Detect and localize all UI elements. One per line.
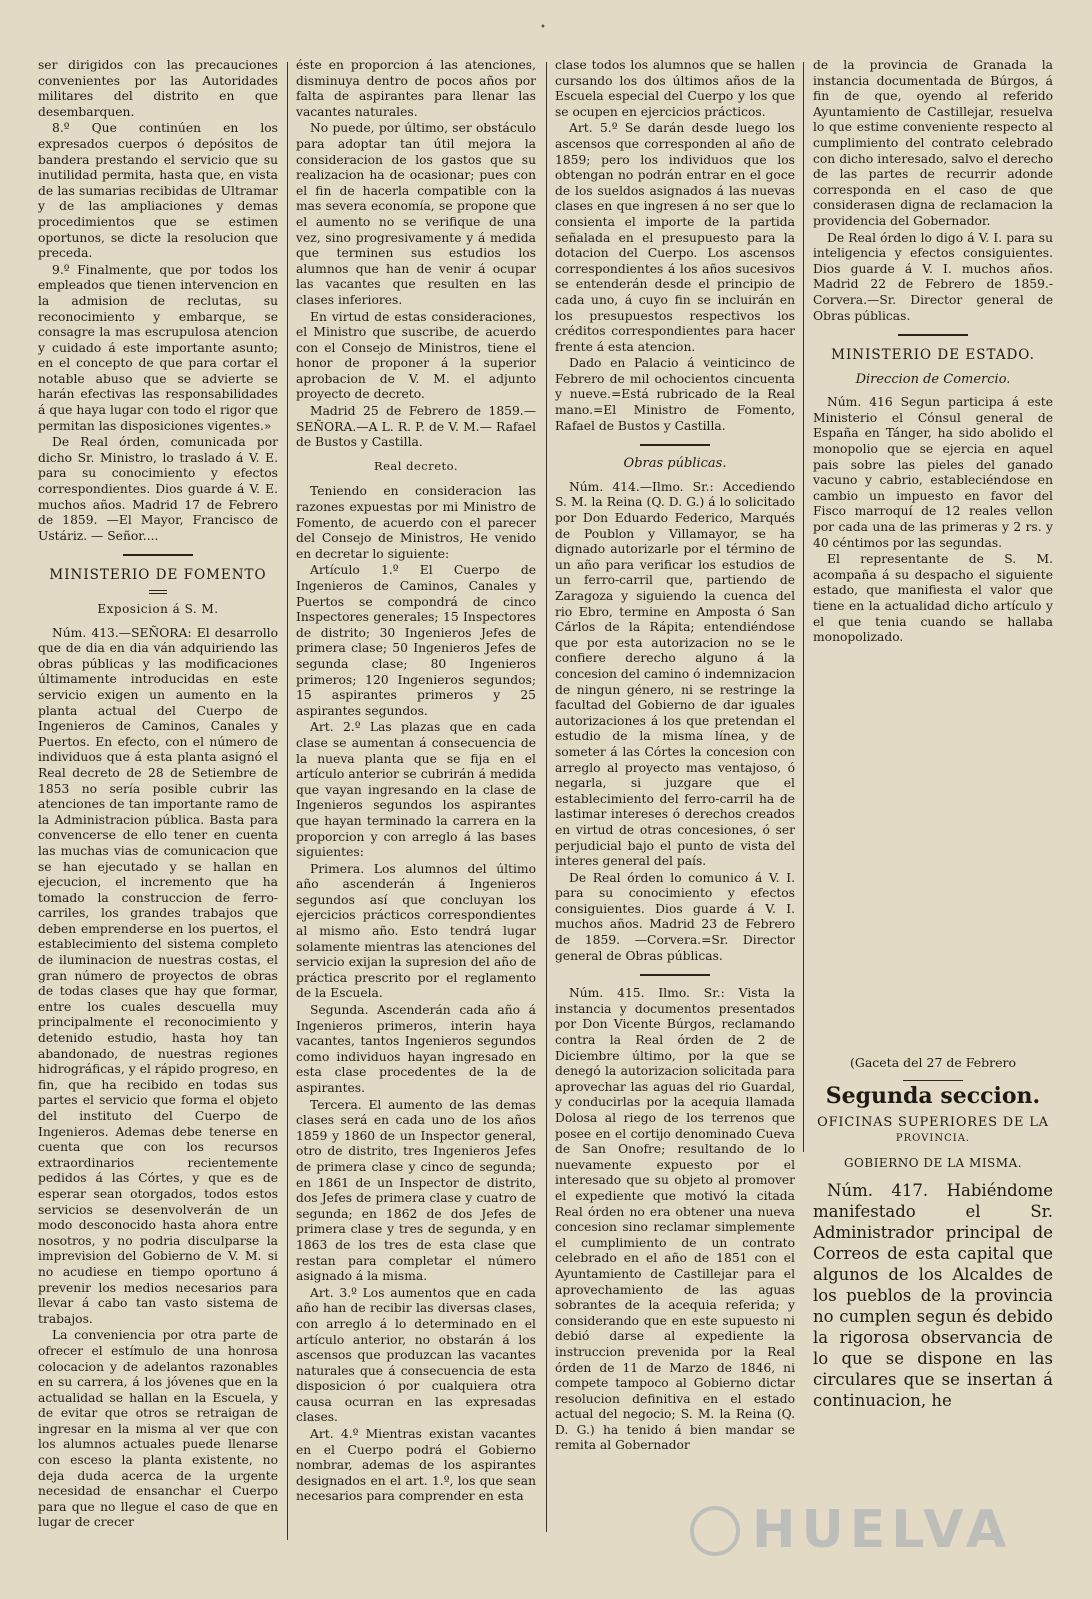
archive-logo-icon	[690, 1506, 740, 1556]
paragraph: Núm. 414.—Ilmo. Sr.: Accediendo S. M. la Reina (Q. D. G.) á lo solicitado por Don Eduardo Federico, Marqués de Poublon y Villamayor, se ha dignado autorizarle por el término de un año para verificar los estudios de un ferro-carril que, partiendo de Zaragoza y siguiendo la cuenca del rio Ebro, termine en Amposta ó San Cárlos de la Rápita; entendiéndose que por esta autorizacion no se le confiere derecho alguno á la concesion del camino ó indemnizacion de ningun género, ni se restringe la facultad del Gobierno de dar iguales autorizaciones á los que pretendan el estudio de la misma línea, y de someter á las Córtes la concesion con arreglo al proyecto mas ventajoso, ó negarla, si juzgare que el establecimiento del ferro-carril ha de lastimar intereses ó derechos creados en virtud de otras concesiones, ó ser perjudicial bajo el punto de vista del interes general del país.	[555, 479, 795, 869]
provincia-heading: PROVINCIA.	[895, 1132, 971, 1144]
paragraph: Primera. Los alumnos del último año ascenderán á Ingenieros segundos así que concluyan los ejercicios prácticos correspondientes al mismo año. Esto tendrá lugar solamente mientras las atenciones del servicio exijan la supresion del año de práctica prescrito por el reglamento de la Escuela.	[296, 861, 536, 1001]
paragraph: En virtud de estas consideraciones, el Ministro que suscribe, de acuerdo con el Consejo de Ministros, tiene el honor de proponer á la superior aprobacion de V. M. el adjunto proyecto de decreto.	[296, 309, 536, 402]
column-1	[38, 58, 278, 1539]
paragraph: Teniendo en consideracion las razones expuestas por mi Ministro de Fomento, de acuerdo con el parecer del Consejo de Ministros, He venido en decretar lo siguiente:	[296, 484, 536, 561]
paragraph: De Real órden lo comunico á V. I. para su conocimiento y efectos consiguientes. Dios guarde á V. I. muchos años. Madrid 23 de Febrero de 1859. —Corvera.=Sr. Director general de Obras públicas.	[555, 870, 795, 963]
paragraph: ser dirigidos con las precauciones convenientes por las Autoridades militares del distrito en que desembarquen.	[38, 58, 278, 119]
paragraph: 9.º Finalmente, que por todos los empleados que tienen intervencion en la admision de reclutas, su reconocimiento y embarque, se consagre la mas escrupulosa atencion y cuidado á este importante asunto; en el concepto de que para cortar el notable abuso que se advierte se harán efectivas las responsabilidades á que haya lugar con todo el rigor que permitan las disposiciones vigentes.»	[38, 262, 278, 433]
rotated-table-container	[813, 654, 1053, 1049]
paragraph: Núm. 416 Segun participa á este Ministerio el Cónsul general de España en Tánger, ha sido abolido el monopolio que se ejercia en aquel pais sobre las pieles del ganado vacuno y cabrio, estableciéndose en cambio un impuesto en favor del Fisco marroquí de 12 reales vellon por cada una de las primeras y 2 rs. y 40 céntimos por las segundas.	[813, 395, 1053, 550]
paragraph: No puede, por último, ser obstáculo para adoptar tan útil mejora la consideracion de los gastos que su realizacion ha de ocasionar; pues con el fin de hacerla compatible con la mas severa economía, se propone que el aumento no se verifique de una vez, sino progresivamente y á medida que terminen sus estudios los alumnos que han de venir á ocupar las vacantes que resulten en las clases inferiores.	[296, 121, 536, 307]
oficinas-heading: OFICINAS SUPERIORES DE LA	[817, 1114, 1049, 1130]
paragraph: éste en proporcion á las atenciones, disminuya dentro de pocos años por falta de aspirantes para llenar las vacantes naturales.	[296, 58, 536, 119]
paragraph: de la provincia de Granada la instancia documentada de Búrgos, á fin de que, oyendo al referido Ayuntamiento de Castillejar, resuelva lo que estime conveniente respecto al cumplimiento del contrato celebrado con dicho interesado, salvo el derecho de las partes de recurrir adonde corresponda en el caso de que considerasen digna de reclamacion la providencia del Gobernador.	[813, 58, 1053, 228]
watermark-text: HUELVA	[752, 1500, 1013, 1560]
column-4	[813, 58, 1053, 1539]
paragraph: El representante de S. M. acompaña á su despacho el siguiente estado, que manifiesta el valor que tiene en la actualidad dicho artículo y el que tenia cuando se hallaba monopolizado.	[813, 552, 1053, 645]
column-rule	[803, 62, 804, 1152]
double-rule	[149, 590, 167, 594]
paragraph: Art. 2.º Las plazas que en cada clase se aumentan á consecuencia de la nueva planta que se fija en el artículo anterior se cubrirán á medida que vayan ingresando en la clase de Ingenieros segundos los aspirantes que hayan terminado la carrera en la proporcion y con arreglo á las bases siguientes:	[296, 720, 536, 860]
exposicion-heading: Exposicion á S. M.	[97, 602, 219, 616]
direccion-comercio-heading: Direccion de Comercio.	[855, 371, 1011, 387]
page-dot: •	[540, 22, 546, 33]
paragraph: 8.º Que continúen en los expresados cuerpos ó depósitos de bandera prestando el servicio que su inutilidad permita, hasta que, en vista de las sumarias recibidas de Ultramar y de las ampliaciones y demas procedimientos que se estimen oportunos, se dicte la resolucion que preceda.	[38, 121, 278, 261]
paragraph: Segunda. Ascenderán cada año á Ingenieros primeros, interin haya vacantes, tantos Ingenieros segundos como individuos hayan ingresado en esta clase procedentes de la de aspirantes.	[296, 1003, 536, 1095]
real-decreto-heading: Real decreto.	[373, 458, 459, 473]
column-3	[555, 58, 795, 1539]
paragraph-large: Núm. 417. Habiéndome manifestado el Sr. Administrador principal de Correos de esta capital que algunos de los Alcaldes de los pueblos de la provincia no cumplen segun és debido la rigorosa observancia de lo que se dispone en las circulares que se insertan á continuacion, he	[813, 1180, 1053, 1410]
paragraph: Art. 5.º Se darán desde luego los ascensos que corresponden al año de 1859; pero los individuos que los obtengan no podrán entrar en el goce de los sueldos asignados á las nuevas clases en que ingresen á no ser que lo consienta el importe de la partida señalada en el presupuesto para la dotacion del Cuerpo. Los ascensos correspondientes á los años sucesivos se entenderán desde el principio de cada uno, á cuyo fin se incluirán en los presupuestos respectivos los créditos correspondientes para hacer frente á esta atencion.	[555, 121, 795, 354]
separator	[903, 1080, 963, 1081]
paragraph: De Real órden lo digo á V. I. para su inteligencia y efectos consiguientes. Dios guarde á V. I. muchos años. Madrid 22 de Febrero de 1859.-Corvera.—Sr. Director general de Obras públicas.	[813, 230, 1053, 323]
paragraph: La conveniencia por otra parte de ofrecer el estímulo de una honrosa colocacion y de adelantos razonables en su carrera, á los jóvenes que en la actualidad se hallan en la Escuela, y de evitar que otros se retraigan de ingresar en la misma al ver que con los alumnos actuales puede llenarse con esceso la planta existente, no deja duda acerca de la urgente necesidad de ensanchar el Cuerpo para que no llegue el caso de que en lugar de crecer	[38, 1328, 278, 1530]
obras-publicas-heading: Obras públicas.	[623, 456, 727, 472]
gaceta-source: (Gaceta del 27 de Febrero	[849, 1054, 1017, 1070]
separator	[640, 444, 710, 446]
paragraph: Dado en Palacio á veinticinco de Febrero de mil ochocientos cincuenta y nueve.=Está rubricado de la Real mano.=El Ministro de Fomento, Rafael de Bustos y Castilla.	[555, 356, 795, 433]
column-rule	[287, 62, 288, 1540]
segunda-seccion-heading: Segunda seccion.	[825, 1083, 1041, 1110]
paragraph: Art. 4.º Mientras existan vacantes en el Cuerpo podrá el Gobierno nombrar, ademas de los aspirantes designados en el art. 1.º, los que sean necesarios para comprender en esta	[296, 1427, 536, 1504]
separator	[123, 554, 193, 556]
separator	[640, 974, 710, 976]
separator	[898, 334, 968, 336]
paragraph: Artículo 1.º El Cuerpo de Ingenieros de Caminos, Canales y Puertos se compondrá de cinco Inspectores generales; 15 Inspectores de distrito; 30 Ingenieros Jefes de primera clase; 50 Ingenieros Jefes de segunda clase; 80 Ingenieros primeros; 120 Ingenieros segundos; 15 aspirantes primeros y 25 aspirantes segundos.	[296, 563, 536, 718]
gobierno-heading: GOBIERNO DE LA MISMA.	[843, 1156, 1023, 1171]
paragraph: Núm. 413.—SEÑORA: El desarrollo que de dia en dia ván adquiriendo las obras públicas y las modificaciones últimamente introducidas en este servicio exigen un aumento en la planta actual del Cuerpo de Ingenieros de Caminos, Canales y Puertos. En efecto, con el número de individuos que á esta planta asignó el Real decreto de 28 de Setiembre de 1853 no sería posible cubrir las atenciones de tan importante ramo de la Administracion pública. Basta para convencerse de ello tener en cuenta las muchas vias de comunicacion que se han ejecutado y se hallan en ejecucion, el incremento que ha tomado la construccion de ferro-carriles, los grandes trabajos que deben emprenderse en los puertos, el establecimiento del sistema completo de iluminacion de nuestras costas, el gran número de proyectos de obras de todas clases que hay que formar, entre los cuales descuella muy principalmente el reconocimiento y detenido estudio, hasta hoy tan abandonado, de nuestras regiones hidrográficas, y el rápido progreso, en fin, que ha recibido en todas sus partes el servicio que forma el objeto del instituto del Cuerpo de Ingenieros. Ademas debe tenerse en cuenta que con los recursos extraordinarios recientemente pedidos á las Córtes, y que es de esperar sean otorgados, todos estos servicios se desenvolverán de un modo desconocido hasta ahora entre nosotros, y no podria disculparse la imprevision del Gobierno de V. M. si no acudiese en tiempo oportuno á prevenir los medios necesarios para llevar á cabo tan vasto sistema de trabajos.	[38, 625, 278, 1326]
ministerio-fomento-heading: MINISTERIO DE FOMENTO	[49, 567, 267, 584]
paragraph: clase todos los alumnos que se hallen cursando los dos últimos años de la Escuela especial del Cuerpo y los que se ocupen en ejercicios prácticos.	[555, 58, 795, 119]
column-rule	[546, 62, 547, 1532]
paragraph: Núm. 415. Ilmo. Sr.: Vista la instancia y documentos presentados por Don Vicente Búrgos, reclamando contra la Real órden de 2 de Diciembre último, por la que se denegó la autorizacion solicitada para aprovechar las aguas del rio Guardal, y conducirlas por la acequia llamada Dolosa al riego de los terrenos que posee en el cortijo denominado Cueva de San Onofre; resultando de lo nuevamente expuesto por el interesado que su objeto al promover el expediente que motivó la citada Real órden no era obtener una nueva concesion sino reclamar simplemente el cumplimiento de un contrato celebrado en el año de 1851 con el Ayuntamiento de Castillejar para el aprovechamiento de las aguas sobrantes de la acequia referida; y considerando que en este supuesto ni debió darse al expediente la instruccion prevenida por la Real órden de 11 de Marzo de 1846, ni compete tampoco al Gobierno dictar resolucion definitiva en el estado actual del negocio; S. M. la Reina (Q. D. G.) ha tenido á bien mandar se remita al Gobernador	[555, 986, 795, 1453]
paragraph: Tercera. El aumento de las demas clases será en cada uno de los años 1859 y 1860 de un Inspector general, otro de distrito, tres Ingenieros Jefes de primera clase y cinco de segunda; en 1861 de un Inspector de distrito, dos Jefes de primera clase y cuatro de segunda; en 1862 de dos Jefes de primera clase y tres de segunda, y en 1863 de los tres de esta clase que restan para completar el número asignado á la misma.	[296, 1097, 536, 1284]
column-2	[296, 58, 536, 1539]
paragraph: Madrid 25 de Febrero de 1859.— SEÑORA.—A L. R. P. de V. M.— Rafael de Bustos y Castilla.	[296, 404, 536, 450]
paragraph: De Real órden, comunicada por dicho Sr. Ministro, lo traslado á V. E. para su conocimiento y efectos correspondientes. Dios guarde á V. E. muchos años. Madrid 17 de Febrero de 1859. —El Mayor, Francisco de Ustáriz. — Señor....	[38, 435, 278, 543]
paragraph: Art. 3.º Los aumentos que en cada año han de recibir las diversas clases, con arreglo á lo determinado en el artículo anterior, no obstarán á los ascensos que produzcan las vacantes naturales que á consecuencia de esta disposicion ó por cualquiera otra causa ocurran en las expresadas clases.	[296, 1285, 536, 1425]
huelva-watermark	[690, 1500, 1020, 1570]
ministerio-estado-heading: MINISTERIO DE ESTADO.	[831, 347, 1035, 364]
